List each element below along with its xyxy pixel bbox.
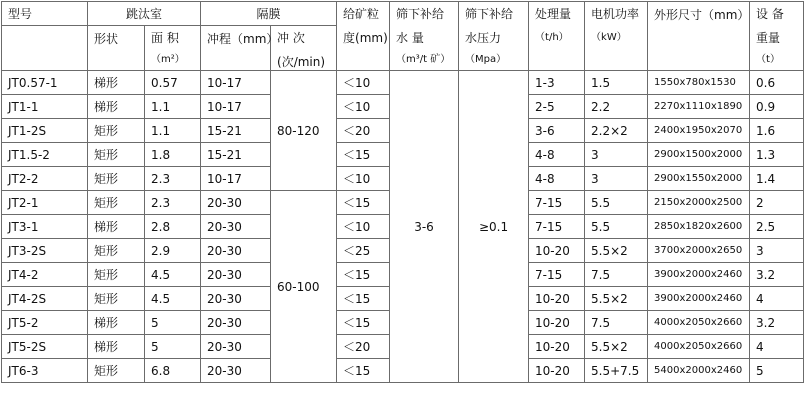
feed-cell: ＜20 xyxy=(337,335,390,359)
table-row xyxy=(2,71,804,95)
shape-cell: 矩形 xyxy=(88,263,145,287)
feed-cell: ＜10 xyxy=(337,95,390,119)
shape-cell: 矩形 xyxy=(88,167,145,191)
area-cell: 5 xyxy=(145,335,201,359)
model-cell: JT1-2S xyxy=(2,119,88,143)
header-capacity xyxy=(529,2,585,71)
feed-cell: ＜10 xyxy=(337,71,390,95)
header-pressure-line2: 水压力 xyxy=(465,31,502,45)
weight-cell: 3.2 xyxy=(750,263,804,287)
header-model-blank xyxy=(2,26,88,71)
area-cell: 4.5 xyxy=(145,287,201,311)
dims-cell: 3900x2000x2460 xyxy=(648,263,750,287)
weight-cell: 0.6 xyxy=(750,71,804,95)
header-shape: 形状 xyxy=(88,26,145,71)
area-cell: 4.5 xyxy=(145,263,201,287)
header-capacity-line1: 处理量 xyxy=(535,7,572,21)
feed-cell: ＜15 xyxy=(337,287,390,311)
power-cell: 2.2×2 xyxy=(585,119,648,143)
frequency-cell: 80-120 xyxy=(271,71,337,191)
header-area-unit: （m²） xyxy=(151,54,185,65)
shape-cell: 矩形 xyxy=(88,239,145,263)
header-pressure xyxy=(459,2,529,71)
capacity-cell: 4-8 xyxy=(529,167,585,191)
area-cell: 5 xyxy=(145,311,201,335)
shape-cell: 梯形 xyxy=(88,215,145,239)
dims-cell: 2900x1500x2000 xyxy=(648,143,750,167)
header-dims: 外形尺寸（mm） xyxy=(648,2,750,71)
area-cell: 2.3 xyxy=(145,191,201,215)
model-cell: JT6-3 xyxy=(2,359,88,383)
header-water-line1: 筛下补给 xyxy=(396,7,445,21)
feed-cell: ＜25 xyxy=(337,239,390,263)
weight-cell: 4 xyxy=(750,335,804,359)
shape-cell: 矩形 xyxy=(88,143,145,167)
stroke-cell: 10-17 xyxy=(201,71,271,95)
power-cell: 1.5 xyxy=(585,71,648,95)
shape-cell: 矩形 xyxy=(88,359,145,383)
stroke-cell: 20-30 xyxy=(201,359,271,383)
weight-cell: 1.3 xyxy=(750,143,804,167)
stroke-cell: 15-21 xyxy=(201,119,271,143)
feed-cell: ＜15 xyxy=(337,311,390,335)
power-cell: 5.5 xyxy=(585,215,648,239)
stroke-cell: 20-30 xyxy=(201,287,271,311)
header-water-unit: （m³/t 矿） xyxy=(396,54,451,65)
header-weight xyxy=(750,2,804,71)
stroke-cell: 20-30 xyxy=(201,311,271,335)
capacity-cell: 7-15 xyxy=(529,215,585,239)
feed-cell: ＜10 xyxy=(337,215,390,239)
model-cell: JT1.5-2 xyxy=(2,143,88,167)
header-weight-unit: （t） xyxy=(756,54,780,65)
feed-cell: ＜15 xyxy=(337,263,390,287)
header-power-unit: （kW） xyxy=(591,32,627,43)
power-cell: 5.5 xyxy=(585,191,648,215)
dims-cell: 3900x2000x2460 xyxy=(648,287,750,311)
power-cell: 5.5×2 xyxy=(585,335,648,359)
jig-spec-table xyxy=(1,1,804,383)
model-cell: JT1-1 xyxy=(2,95,88,119)
stroke-cell: 15-21 xyxy=(201,143,271,167)
header-capacity-unit: （t/h） xyxy=(535,32,569,43)
weight-cell: 2 xyxy=(750,191,804,215)
model-cell: JT5-2 xyxy=(2,311,88,335)
dims-cell: 2400x1950x2070 xyxy=(648,119,750,143)
area-cell: 2.8 xyxy=(145,215,201,239)
stroke-cell: 20-30 xyxy=(201,335,271,359)
capacity-cell: 1-3 xyxy=(529,71,585,95)
header-power xyxy=(585,2,648,71)
stroke-cell: 20-30 xyxy=(201,191,271,215)
model-cell: JT5-2S xyxy=(2,335,88,359)
header-diaphragm: 隔膜 xyxy=(201,2,337,26)
area-cell: 2.9 xyxy=(145,239,201,263)
model-cell: JT4-2 xyxy=(2,263,88,287)
shape-cell: 梯形 xyxy=(88,71,145,95)
feed-cell: ＜10 xyxy=(337,167,390,191)
weight-cell: 3 xyxy=(750,239,804,263)
capacity-cell: 10-20 xyxy=(529,239,585,263)
feed-cell: ＜20 xyxy=(337,119,390,143)
dims-cell: 2270x1110x1890 xyxy=(648,95,750,119)
header-feed-size-line1: 给矿粒 xyxy=(343,7,380,21)
model-cell: JT0.57-1 xyxy=(2,71,88,95)
weight-cell: 4 xyxy=(750,287,804,311)
weight-cell: 0.9 xyxy=(750,95,804,119)
power-cell: 7.5 xyxy=(585,263,648,287)
dims-cell: 2850x1820x2600 xyxy=(648,215,750,239)
feed-cell: ＜15 xyxy=(337,359,390,383)
power-cell: 3 xyxy=(585,167,648,191)
header-feed-size xyxy=(337,2,390,71)
header-stroke: 冲程（mm） xyxy=(201,26,271,71)
weight-cell: 2.5 xyxy=(750,215,804,239)
header-frequency xyxy=(271,26,337,71)
water-pressure-cell: ≥0.1 xyxy=(459,71,529,383)
power-cell: 5.5×2 xyxy=(585,287,648,311)
weight-cell: 1.6 xyxy=(750,119,804,143)
power-cell: 5.5×2 xyxy=(585,239,648,263)
header-weight-line2: 重量 xyxy=(756,31,781,45)
header-frequency-label: 冲 次 xyxy=(277,31,305,45)
stroke-cell: 20-30 xyxy=(201,263,271,287)
capacity-cell: 7-15 xyxy=(529,263,585,287)
dims-cell: 3700x2000x2650 xyxy=(648,239,750,263)
area-cell: 1.1 xyxy=(145,95,201,119)
frequency-cell: 60-100 xyxy=(271,191,337,383)
dims-cell: 2150x2000x2500 xyxy=(648,191,750,215)
header-frequency-unit: (次/min) xyxy=(277,55,326,69)
power-cell: 7.5 xyxy=(585,311,648,335)
capacity-cell: 2-5 xyxy=(529,95,585,119)
dims-cell: 2900x1550x2000 xyxy=(648,167,750,191)
capacity-cell: 10-20 xyxy=(529,359,585,383)
area-cell: 1.8 xyxy=(145,143,201,167)
header-jig-chamber: 跳汰室 xyxy=(88,2,201,26)
model-cell: JT3-1 xyxy=(2,215,88,239)
header-area-label: 面 积 xyxy=(151,31,179,45)
capacity-cell: 10-20 xyxy=(529,287,585,311)
header-weight-line1: 设 备 xyxy=(756,7,784,21)
area-cell: 6.8 xyxy=(145,359,201,383)
dims-cell: 1550x780x1530 xyxy=(648,71,750,95)
shape-cell: 梯形 xyxy=(88,311,145,335)
model-cell: JT3-2S xyxy=(2,239,88,263)
dims-cell: 4000x2050x2660 xyxy=(648,311,750,335)
capacity-cell: 10-20 xyxy=(529,311,585,335)
shape-cell: 矩形 xyxy=(88,119,145,143)
stroke-cell: 20-30 xyxy=(201,215,271,239)
weight-cell: 1.4 xyxy=(750,167,804,191)
capacity-cell: 7-15 xyxy=(529,191,585,215)
dims-cell: 4000x2050x2660 xyxy=(648,335,750,359)
shape-cell: 矩形 xyxy=(88,287,145,311)
area-cell: 0.57 xyxy=(145,71,201,95)
header-pressure-line1: 筛下补给 xyxy=(465,7,514,21)
header-model: 型号 xyxy=(2,2,88,26)
header-water xyxy=(390,2,459,71)
model-cell: JT2-2 xyxy=(2,167,88,191)
capacity-cell: 3-6 xyxy=(529,119,585,143)
shape-cell: 梯形 xyxy=(88,335,145,359)
capacity-cell: 10-20 xyxy=(529,335,585,359)
area-cell: 2.3 xyxy=(145,167,201,191)
stroke-cell: 20-30 xyxy=(201,239,271,263)
stroke-cell: 10-17 xyxy=(201,95,271,119)
dims-cell: 5400x2000x2460 xyxy=(648,359,750,383)
feed-cell: ＜15 xyxy=(337,191,390,215)
weight-cell: 3.2 xyxy=(750,311,804,335)
header-feed-size-line2: 度(mm) xyxy=(343,31,388,45)
header-power-line1: 电机功率 xyxy=(591,7,640,21)
feed-cell: ＜15 xyxy=(337,143,390,167)
stroke-cell: 10-17 xyxy=(201,167,271,191)
power-cell: 5.5+7.5 xyxy=(585,359,648,383)
weight-cell: 5 xyxy=(750,359,804,383)
shape-cell: 矩形 xyxy=(88,191,145,215)
shape-cell: 梯形 xyxy=(88,95,145,119)
header-pressure-unit: （Mpa） xyxy=(465,54,507,65)
capacity-cell: 4-8 xyxy=(529,143,585,167)
model-cell: JT4-2S xyxy=(2,287,88,311)
area-cell: 1.1 xyxy=(145,119,201,143)
model-cell: JT2-1 xyxy=(2,191,88,215)
header-area xyxy=(145,26,201,71)
power-cell: 3 xyxy=(585,143,648,167)
header-row-1 xyxy=(2,2,804,26)
power-cell: 2.2 xyxy=(585,95,648,119)
water-volume-cell: 3-6 xyxy=(390,71,459,383)
header-water-line2: 水 量 xyxy=(396,31,424,45)
